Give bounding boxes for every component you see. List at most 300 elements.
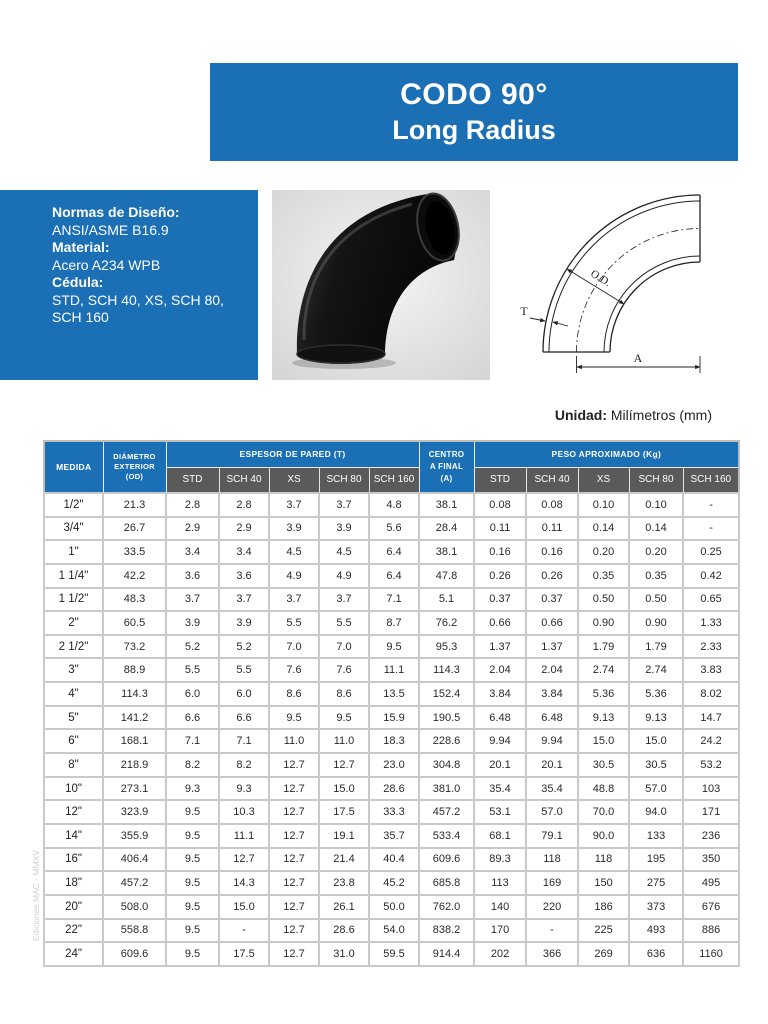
wall-thickness-cell: 5.2	[166, 635, 219, 659]
weight-cell: 0.11	[526, 517, 578, 541]
wall-thickness-cell: 3.7	[269, 493, 319, 517]
weight-cell: 9.13	[629, 706, 683, 730]
weight-cell: 0.50	[629, 588, 683, 612]
weight-cell: 195	[629, 848, 683, 872]
weight-cell: 0.20	[629, 540, 683, 564]
weight-cell: 118	[578, 848, 629, 872]
wall-thickness-cell: 12.7	[269, 800, 319, 824]
wall-thickness-cell: 28.6	[319, 919, 369, 943]
table-row	[44, 611, 739, 635]
wall-thickness-cell: 12.7	[219, 848, 269, 872]
table-row	[44, 658, 739, 682]
wall-thickness-cell: 9.5	[369, 635, 419, 659]
wall-thickness-cell: 12.7	[269, 824, 319, 848]
weight-cell: 2.74	[629, 658, 683, 682]
weight-cell: 0.10	[578, 493, 629, 517]
wall-thickness-cell: 7.0	[269, 635, 319, 659]
weight-cell: 366	[526, 942, 578, 966]
wall-thickness-cell: 7.0	[319, 635, 369, 659]
weight-cell: 79.1	[526, 824, 578, 848]
center-to-end-cell: 685.8	[419, 871, 474, 895]
size-cell: 14"	[44, 824, 103, 848]
outer-wall-inner-arc	[549, 201, 700, 352]
outer-wall-arc	[543, 195, 700, 352]
outer-diameter-cell: 60.5	[103, 611, 166, 635]
header-center-to-end	[419, 441, 474, 493]
size-cell: 3"	[44, 658, 103, 682]
center-to-end-cell: 609.6	[419, 848, 474, 872]
outer-diameter-cell: 508.0	[103, 895, 166, 919]
wall-thickness-cell: 7.6	[319, 658, 369, 682]
weight-cell: 0.66	[474, 611, 526, 635]
weight-cell: 495	[683, 871, 739, 895]
wall-thickness-cell: 6.0	[219, 682, 269, 706]
table-row	[44, 848, 739, 872]
header-approx-weight: PESO APROXIMADO (Kg)	[474, 441, 739, 467]
weight-cell: 1.37	[474, 635, 526, 659]
unit-note	[555, 406, 712, 424]
size-cell: 4"	[44, 682, 103, 706]
wall-thickness-cell: 7.1	[219, 729, 269, 753]
t-dimension-arrow	[530, 318, 545, 321]
wall-thickness-cell: 9.5	[166, 824, 219, 848]
wall-thickness-cell: 3.9	[319, 517, 369, 541]
outer-diameter-cell: 218.9	[103, 753, 166, 777]
weight-cell: 48.8	[578, 777, 629, 801]
size-cell: 1"	[44, 540, 103, 564]
wall-thickness-cell: 9.3	[219, 777, 269, 801]
material-value: Acero A234 WPB	[52, 256, 161, 273]
design-standard-label: Normas de Diseño:	[52, 204, 180, 220]
weight-cell: 169	[526, 871, 578, 895]
weight-cell: 0.35	[578, 564, 629, 588]
wall-thickness-cell: 5.5	[166, 658, 219, 682]
table-body	[44, 493, 739, 966]
weight-cell: 6.48	[474, 706, 526, 730]
unit-value: Milímetros (mm)	[610, 407, 712, 423]
weight-cell: 133	[629, 824, 683, 848]
weight-cell: 236	[683, 824, 739, 848]
schedule-label: Cédula:	[52, 274, 104, 290]
center-to-end-cell: 381.0	[419, 777, 474, 801]
wall-thickness-cell: 4.9	[319, 564, 369, 588]
size-cell: 2 1/2"	[44, 635, 103, 659]
wall-thickness-cell: 2.8	[166, 493, 219, 517]
weight-cell: 150	[578, 871, 629, 895]
wall-thickness-cell: 45.2	[369, 871, 419, 895]
weight-cell: 3.84	[526, 682, 578, 706]
wall-thickness-cell: 59.5	[369, 942, 419, 966]
weight-cell: 0.14	[629, 517, 683, 541]
weight-cell: 493	[629, 919, 683, 943]
wall-thickness-cell: 12.7	[269, 753, 319, 777]
weight-cell: 886	[683, 919, 739, 943]
weight-cell: 0.25	[683, 540, 739, 564]
wall-thickness-cell: 3.6	[219, 564, 269, 588]
wall-thickness-cell: 9.5	[166, 919, 219, 943]
table-row	[44, 517, 739, 541]
weight-cell: 8.02	[683, 682, 739, 706]
table-row	[44, 540, 739, 564]
center-to-end-cell: 838.2	[419, 919, 474, 943]
wall-thickness-cell: 9.5	[319, 706, 369, 730]
weight-cell: 53.2	[683, 753, 739, 777]
weight-cell: 269	[578, 942, 629, 966]
wall-thickness-cell: 2.9	[166, 517, 219, 541]
outer-diameter-cell: 26.7	[103, 517, 166, 541]
table-row	[44, 706, 739, 730]
wall-thickness-cell: 12.7	[269, 919, 319, 943]
wall-thickness-cell: 11.1	[219, 824, 269, 848]
inner-wall-arc	[610, 262, 700, 352]
center-to-end-cell: 190.5	[419, 706, 474, 730]
center-to-end-cell: 152.4	[419, 682, 474, 706]
header-outer-diameter-line: (OD)	[125, 472, 144, 481]
weight-cell: 220	[526, 895, 578, 919]
weight-cell: 0.10	[629, 493, 683, 517]
weight-cell: 5.36	[629, 682, 683, 706]
weight-cell: 170	[474, 919, 526, 943]
wall-thickness-cell: -	[219, 919, 269, 943]
wall-thickness-cell: 54.0	[369, 919, 419, 943]
unit-label: Unidad:	[554, 407, 607, 423]
wall-schedule-header: SCH 160	[369, 467, 419, 493]
size-cell: 1 1/4"	[44, 564, 103, 588]
outer-diameter-cell: 21.3	[103, 493, 166, 517]
table-row	[44, 729, 739, 753]
wall-thickness-cell: 5.5	[319, 611, 369, 635]
outer-diameter-cell: 558.8	[103, 919, 166, 943]
outer-diameter-cell: 88.9	[103, 658, 166, 682]
weight-cell: 24.2	[683, 729, 739, 753]
table-row	[44, 682, 739, 706]
wall-thickness-cell: 4.8	[369, 493, 419, 517]
wall-thickness-cell: 3.6	[166, 564, 219, 588]
weight-cell: 2.04	[526, 658, 578, 682]
header-size: MEDIDA	[44, 441, 103, 493]
weight-cell: 35.4	[474, 777, 526, 801]
outer-diameter-cell: 42.2	[103, 564, 166, 588]
table-row	[44, 942, 739, 966]
dimensions-table	[43, 440, 740, 967]
weight-cell: 140	[474, 895, 526, 919]
wall-thickness-cell: 10.3	[219, 800, 269, 824]
weight-cell: 90.0	[578, 824, 629, 848]
weight-cell: 350	[683, 848, 739, 872]
size-cell: 6"	[44, 729, 103, 753]
outer-diameter-cell: 33.5	[103, 540, 166, 564]
wall-thickness-cell: 8.2	[219, 753, 269, 777]
wall-thickness-cell: 17.5	[319, 800, 369, 824]
elbow-dimension-drawing	[500, 185, 715, 385]
weight-cell: 94.0	[629, 800, 683, 824]
wall-thickness-cell: 26.1	[319, 895, 369, 919]
wall-thickness-cell: 2.8	[219, 493, 269, 517]
weight-cell: 30.5	[629, 753, 683, 777]
wall-thickness-cell: 9.5	[269, 706, 319, 730]
weight-cell: 0.26	[526, 564, 578, 588]
weight-cell: 202	[474, 942, 526, 966]
center-to-end-cell: 95.3	[419, 635, 474, 659]
outer-diameter-cell: 273.1	[103, 777, 166, 801]
schedule-value: SCH 160	[52, 309, 109, 325]
weight-cell: 35.4	[526, 777, 578, 801]
table-row	[44, 919, 739, 943]
weight-cell: -	[683, 517, 739, 541]
weight-cell: 0.50	[578, 588, 629, 612]
outer-diameter-cell: 323.9	[103, 800, 166, 824]
weight-cell: 14.7	[683, 706, 739, 730]
wall-thickness-cell: 8.7	[369, 611, 419, 635]
weight-cell: 225	[578, 919, 629, 943]
wall-thickness-cell: 12.7	[269, 942, 319, 966]
wall-thickness-cell: 5.2	[219, 635, 269, 659]
wall-thickness-cell: 9.5	[166, 800, 219, 824]
size-cell: 20"	[44, 895, 103, 919]
table-row	[44, 564, 739, 588]
table-row	[44, 871, 739, 895]
wall-thickness-cell: 12.7	[269, 871, 319, 895]
wall-thickness-cell: 4.5	[319, 540, 369, 564]
wall-thickness-cell: 23.8	[319, 871, 369, 895]
schedule-value: STD, SCH 40, XS, SCH 80,	[52, 291, 224, 308]
outer-diameter-cell: 114.3	[103, 682, 166, 706]
center-to-end-cell: 38.1	[419, 540, 474, 564]
wall-thickness-cell: 8.2	[166, 753, 219, 777]
size-cell: 1/2"	[44, 493, 103, 517]
wall-thickness-cell: 11.0	[269, 729, 319, 753]
page-subtitle: Long Radius	[392, 115, 556, 145]
size-cell: 8"	[44, 753, 103, 777]
wall-thickness-cell: 31.0	[319, 942, 369, 966]
header-outer-diameter-line: EXTERIOR	[114, 462, 155, 471]
weight-schedule-header: SCH 40	[526, 467, 578, 493]
weight-cell: 118	[526, 848, 578, 872]
header-center-to-end-line: CENTRO	[428, 450, 465, 459]
outer-diameter-cell: 406.4	[103, 848, 166, 872]
weight-cell: 57.0	[526, 800, 578, 824]
weight-cell: 3.83	[683, 658, 739, 682]
weight-cell: 186	[578, 895, 629, 919]
wall-thickness-cell: 12.7	[269, 777, 319, 801]
wall-schedule-header: STD	[166, 467, 219, 493]
table-row	[44, 753, 739, 777]
page-title: CODO 90°	[400, 78, 548, 111]
elbow-fitting-photo	[272, 190, 490, 380]
center-to-end-cell: 914.4	[419, 942, 474, 966]
weight-schedule-header: XS	[578, 467, 629, 493]
wall-thickness-cell: 3.7	[319, 493, 369, 517]
wall-schedule-header: SCH 40	[219, 467, 269, 493]
wall-thickness-cell: 9.5	[166, 848, 219, 872]
material-label: Material:	[52, 239, 110, 255]
wall-thickness-cell: 3.4	[219, 540, 269, 564]
center-to-end-cell: 5.1	[419, 588, 474, 612]
weight-cell: 2.33	[683, 635, 739, 659]
wall-thickness-cell: 6.6	[166, 706, 219, 730]
weight-cell: 0.08	[526, 493, 578, 517]
center-to-end-cell: 47.8	[419, 564, 474, 588]
weight-cell: 1160	[683, 942, 739, 966]
weight-cell: 9.94	[526, 729, 578, 753]
center-to-end-cell: 457.2	[419, 800, 474, 824]
size-cell: 18"	[44, 871, 103, 895]
table-row	[44, 824, 739, 848]
design-standard-value: ANSI/ASME B16.9	[52, 221, 169, 238]
outer-diameter-cell: 609.6	[103, 942, 166, 966]
wall-thickness-cell: 9.3	[166, 777, 219, 801]
t-dimension-arrow	[553, 322, 568, 326]
wall-thickness-cell: 14.3	[219, 871, 269, 895]
wall-thickness-cell: 7.1	[369, 588, 419, 612]
table-row	[44, 588, 739, 612]
wall-thickness-cell: 8.6	[269, 682, 319, 706]
size-cell: 16"	[44, 848, 103, 872]
weight-cell: 275	[629, 871, 683, 895]
center-to-end-cell: 28.4	[419, 517, 474, 541]
wall-thickness-cell: 4.5	[269, 540, 319, 564]
wall-thickness-cell: 3.7	[319, 588, 369, 612]
wall-thickness-cell: 19.1	[319, 824, 369, 848]
weight-cell: 113	[474, 871, 526, 895]
t-label: T	[520, 304, 528, 318]
weight-cell: -	[526, 919, 578, 943]
weight-schedule-header: STD	[474, 467, 526, 493]
wall-thickness-cell: 3.9	[166, 611, 219, 635]
weight-cell: 57.0	[629, 777, 683, 801]
header-outer-diameter-line: DIÁMETRO	[113, 452, 156, 461]
table-row	[44, 895, 739, 919]
weight-cell: 9.94	[474, 729, 526, 753]
size-cell: 2"	[44, 611, 103, 635]
header-outer-diameter	[103, 441, 166, 493]
table-row	[44, 777, 739, 801]
wall-thickness-cell: 28.6	[369, 777, 419, 801]
size-cell: 1 1/2"	[44, 588, 103, 612]
centerline-arc	[577, 229, 701, 353]
header-center-to-end-line: (A)	[440, 474, 453, 483]
center-to-end-cell: 304.8	[419, 753, 474, 777]
weight-cell: 1.79	[578, 635, 629, 659]
wall-thickness-cell: 12.7	[269, 895, 319, 919]
weight-cell: 0.90	[629, 611, 683, 635]
wall-thickness-cell: 3.4	[166, 540, 219, 564]
weight-cell: 0.11	[474, 517, 526, 541]
wall-schedule-header: SCH 80	[319, 467, 369, 493]
outer-diameter-cell: 48.3	[103, 588, 166, 612]
weight-cell: 53.1	[474, 800, 526, 824]
center-to-end-cell: 228.6	[419, 729, 474, 753]
wall-thickness-cell: 13.5	[369, 682, 419, 706]
weight-cell: 0.08	[474, 493, 526, 517]
table-header-row	[44, 441, 739, 467]
table-row	[44, 635, 739, 659]
wall-thickness-cell: 3.7	[269, 588, 319, 612]
wall-thickness-cell: 18.3	[369, 729, 419, 753]
weight-cell: 1.79	[629, 635, 683, 659]
wall-thickness-cell: 11.1	[369, 658, 419, 682]
weight-cell: 0.26	[474, 564, 526, 588]
wall-thickness-cell: 6.6	[219, 706, 269, 730]
wall-thickness-cell: 15.0	[219, 895, 269, 919]
weight-cell: 373	[629, 895, 683, 919]
wall-thickness-cell: 3.7	[166, 588, 219, 612]
weight-cell: 0.35	[629, 564, 683, 588]
weight-cell: 676	[683, 895, 739, 919]
wall-thickness-cell: 9.5	[166, 871, 219, 895]
center-to-end-cell: 38.1	[419, 493, 474, 517]
wall-thickness-cell: 50.0	[369, 895, 419, 919]
wall-thickness-cell: 8.6	[319, 682, 369, 706]
wall-thickness-cell: 5.5	[219, 658, 269, 682]
wall-thickness-cell: 11.0	[319, 729, 369, 753]
outer-diameter-cell: 457.2	[103, 871, 166, 895]
size-cell: 22"	[44, 919, 103, 943]
center-to-end-cell: 762.0	[419, 895, 474, 919]
weight-cell: 3.84	[474, 682, 526, 706]
wall-thickness-cell: 6.0	[166, 682, 219, 706]
wall-thickness-cell: 21.4	[319, 848, 369, 872]
outer-diameter-cell: 168.1	[103, 729, 166, 753]
weight-cell: 2.04	[474, 658, 526, 682]
wall-schedule-header: XS	[269, 467, 319, 493]
size-cell: 3/4"	[44, 517, 103, 541]
weight-cell: 68.1	[474, 824, 526, 848]
outer-diameter-cell: 73.2	[103, 635, 166, 659]
weight-cell: 636	[629, 942, 683, 966]
center-to-end-cell: 76.2	[419, 611, 474, 635]
table-row	[44, 800, 739, 824]
weight-cell: 0.16	[474, 540, 526, 564]
wall-thickness-cell: 12.7	[319, 753, 369, 777]
weight-cell: 0.42	[683, 564, 739, 588]
wall-thickness-cell: 9.5	[166, 942, 219, 966]
wall-thickness-cell: 17.5	[219, 942, 269, 966]
weight-cell: -	[683, 493, 739, 517]
weight-cell: 20.1	[526, 753, 578, 777]
weight-cell: 0.20	[578, 540, 629, 564]
weight-cell: 20.1	[474, 753, 526, 777]
header-wall-thickness: ESPESOR DE PARED (T)	[166, 441, 419, 467]
header-center-to-end-line: A FINAL	[429, 462, 464, 471]
weight-cell: 30.5	[578, 753, 629, 777]
wall-thickness-cell: 33.3	[369, 800, 419, 824]
size-cell: 5"	[44, 706, 103, 730]
wall-thickness-cell: 15.0	[319, 777, 369, 801]
watermark: Ediciones MAC - MMXV	[31, 850, 41, 942]
weight-cell: 0.90	[578, 611, 629, 635]
inner-wall-outer-arc	[604, 256, 700, 352]
center-to-end-cell: 114.3	[419, 658, 474, 682]
weight-cell: 9.13	[578, 706, 629, 730]
weight-cell: 0.37	[526, 588, 578, 612]
weight-cell: 1.37	[526, 635, 578, 659]
wall-thickness-cell: 7.1	[166, 729, 219, 753]
wall-thickness-cell: 3.7	[219, 588, 269, 612]
weight-schedule-header: SCH 80	[629, 467, 683, 493]
wall-thickness-cell: 23.0	[369, 753, 419, 777]
size-cell: 12"	[44, 800, 103, 824]
weight-cell: 5.36	[578, 682, 629, 706]
wall-thickness-cell: 9.5	[166, 895, 219, 919]
wall-thickness-cell: 6.4	[369, 540, 419, 564]
weight-cell: 171	[683, 800, 739, 824]
wall-thickness-cell: 7.6	[269, 658, 319, 682]
title-banner	[210, 63, 738, 161]
wall-thickness-cell: 4.9	[269, 564, 319, 588]
table-row	[44, 493, 739, 517]
weight-cell: 0.14	[578, 517, 629, 541]
